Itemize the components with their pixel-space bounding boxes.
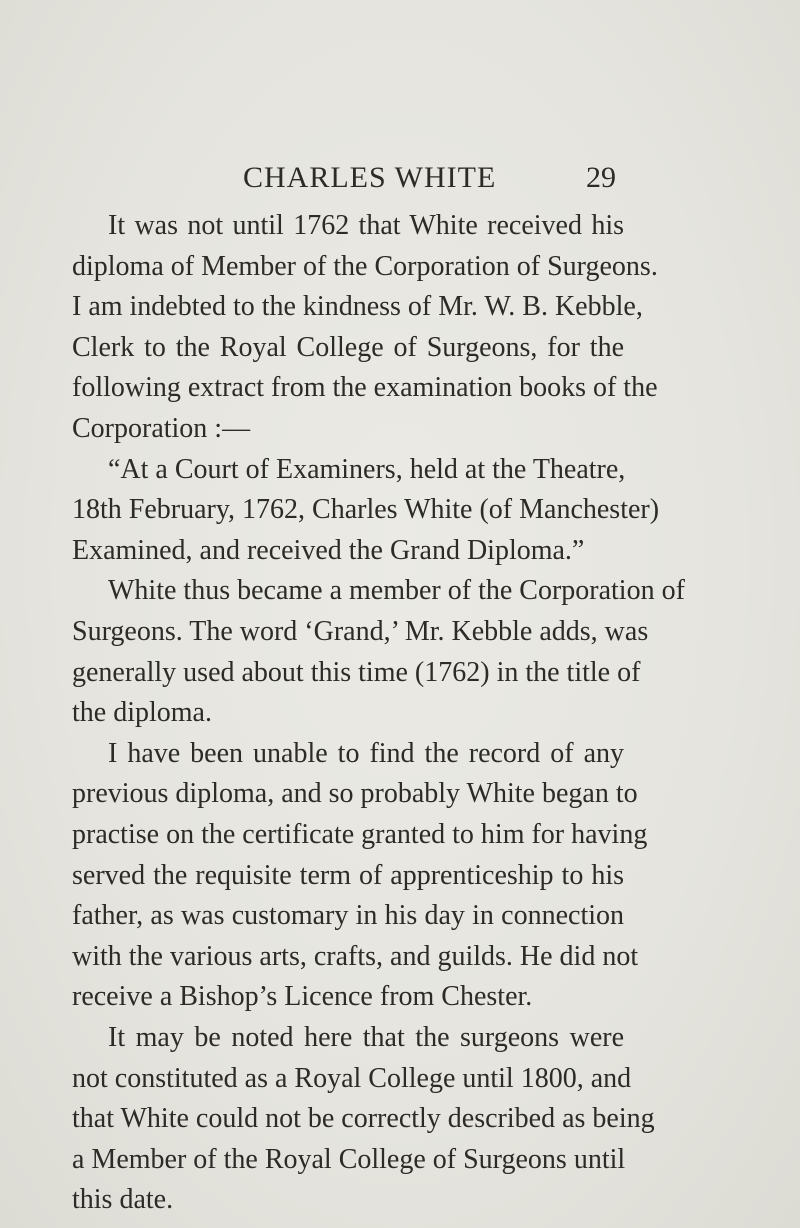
text-line: It was not until 1762 that White received his — [108, 210, 624, 241]
text-line: Surgeons. The word ‘Grand,’ Mr. Kebble adds, was — [72, 616, 649, 647]
text-line: generally used about this time (1762) in the title of — [72, 656, 641, 688]
text-line: It may be noted here that the surgeons were — [108, 1022, 624, 1053]
text-line: White thus became a member of the Corporation of — [108, 575, 685, 607]
text-line: father, as was customary in his day in connection — [72, 900, 624, 932]
text-line: Corporation :— — [72, 413, 251, 444]
text-line: a Member of the Royal College of Surgeons until — [72, 1143, 626, 1175]
text-line: “At a Court of Examiners, held at the Theatre, — [108, 453, 626, 485]
text-line: Clerk to the Royal College of Surgeons, for the — [72, 331, 624, 363]
running-title: CHARLES WHITE — [243, 161, 497, 194]
text-line: served the requisite term of apprenticeship to his — [72, 859, 624, 891]
text-line: practise on the certificate granted to him for having — [72, 819, 648, 850]
text-line: following extract from the examination books of the — [72, 372, 658, 404]
text-line: 18th February, 1762, Charles White (of Manchester) — [72, 494, 660, 526]
text-line: the diploma. — [72, 697, 212, 729]
page-number: 29 — [586, 161, 616, 194]
text-line: previous diploma, and so probably White began to — [72, 778, 638, 810]
text-line: this date. — [72, 1184, 174, 1216]
text-line: diploma of Member of the Corporation of Surgeons. — [72, 250, 658, 282]
text-line: Examined, and received the Grand Diploma.” — [72, 534, 585, 566]
text-line: receive a Bishop’s Licence from Chester. — [72, 981, 533, 1013]
text-line: I am indebted to the kindness of Mr. W. B. Kebble, — [72, 291, 643, 323]
running-head — [0, 158, 800, 198]
text-line: that White could not be correctly described as being — [72, 1103, 655, 1135]
text-line: not constituted as a Royal College until 1800, and — [72, 1062, 632, 1094]
text-line: I have been unable to find the record of any — [108, 737, 624, 769]
text-line: with the various arts, crafts, and guilds. He did not — [72, 940, 639, 972]
